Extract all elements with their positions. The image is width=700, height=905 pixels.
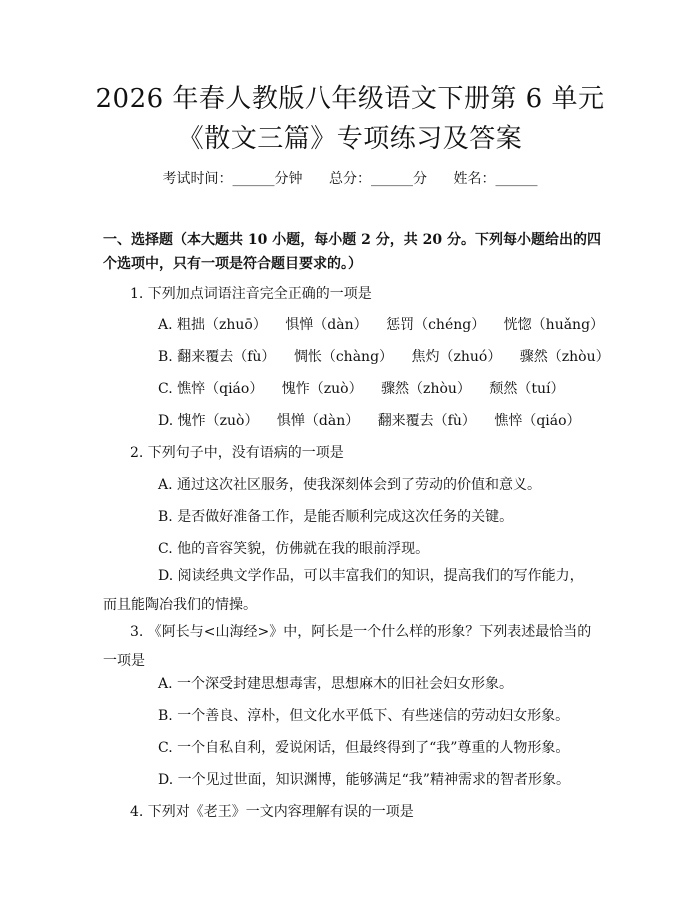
exam-meta — [0, 168, 700, 188]
option-d-item-4: 憔悴（qiáo） — [494, 413, 581, 429]
question-2-option-c: C. 他的音容笑貌，仿佛就在我的眼前浮现。 — [158, 541, 430, 557]
option-b-item-4: 骤然（zhòu） — [519, 349, 610, 365]
question-3-stem: 3. 《阿长与<山海经>》中，阿长是一个什么样的形象？下列表述最恰当的一项是 — [103, 624, 592, 669]
option-d-item-1: D. 愧怍（zuò） — [158, 413, 259, 429]
option-a-item-2: 惧惮（dàn） — [285, 317, 368, 333]
question-1-option-c — [158, 378, 578, 398]
question-2-option-b: B. 是否做好准备工作，是能否顺利完成这次任务的关键。 — [158, 509, 514, 525]
option-a-item-3: 惩罚（chéng） — [386, 317, 486, 333]
option-c-item-4: 颓然（tuí） — [489, 381, 565, 397]
question-1-stem: 1. 下列加点词语注音完全正确的一项是 — [130, 286, 372, 302]
question-2-stem: 2. 下列句子中，没有语病的一项是 — [130, 445, 344, 461]
option-c-item-2: 愧怍（zuò） — [281, 381, 363, 397]
question-2-option-a: A. 通过这次社区服务，使我深刻体会到了劳动的价值和意义。 — [158, 477, 542, 493]
question-3-option-a: A. 一个深受封建思想毒害，思想麻木的旧社会妇女形象。 — [158, 676, 514, 692]
option-d-item-3: 翻来覆去（fù） — [377, 413, 476, 429]
option-d-item-2: 惧惮（dàn） — [276, 413, 360, 429]
question-2-option-d: D. 阅读经典文学作品，可以丰富我们的知识，提高我们的写作能力，而且能陶冶我们的情操。 — [103, 568, 584, 613]
option-c-item-1: C. 憔悴（qiáo） — [158, 381, 264, 397]
option-c-item-3: 骤然（zhòu） — [381, 381, 471, 397]
option-b-item-2: 惆怅（chàng） — [293, 349, 394, 365]
doc-title-line1: 2026 年春人教版八年级语文下册第 6 单元 — [95, 84, 605, 114]
question-3-option-d: D. 一个见过世面，知识渊博，能够满足“我”精神需求的智者形象。 — [158, 772, 570, 788]
total-score-field: 总分：______分 — [329, 171, 427, 187]
section-heading-choice: 一、选择题（本大题共 10 小题，每小题 2 分，共 20 分。下列每小题给出的四个选项中，只有一项是符合题目要求的。） — [103, 232, 601, 272]
doc-title-line2: 《散文三篇》专项练习及答案 — [177, 124, 523, 154]
option-b-item-1: B. 翻来覆去（fù） — [158, 349, 276, 365]
question-3-option-b: B. 一个善良、淳朴，但文化水平低下、有些迷信的劳动妇女形象。 — [158, 708, 570, 724]
question-1-option-b — [158, 346, 624, 366]
question-1-option-a — [158, 314, 618, 334]
option-a-item-1: A. 粗拙（zhuō） — [158, 317, 267, 333]
question-4-stem: 4. 下列对《老王》一文内容理解有误的一项是 — [130, 804, 414, 820]
exam-time-field: 考试时间：______分钟 — [162, 171, 303, 187]
student-name-field: 姓名：______ — [453, 171, 538, 187]
option-a-item-4: 恍惚（huǎng） — [503, 317, 605, 333]
question-1-option-d — [158, 410, 595, 430]
question-3-option-c: C. 一个自私自利，爱说闲话，但最终得到了“我”尊重的人物形象。 — [158, 740, 570, 756]
option-b-item-3: 焦灼（zhuó） — [411, 349, 502, 365]
